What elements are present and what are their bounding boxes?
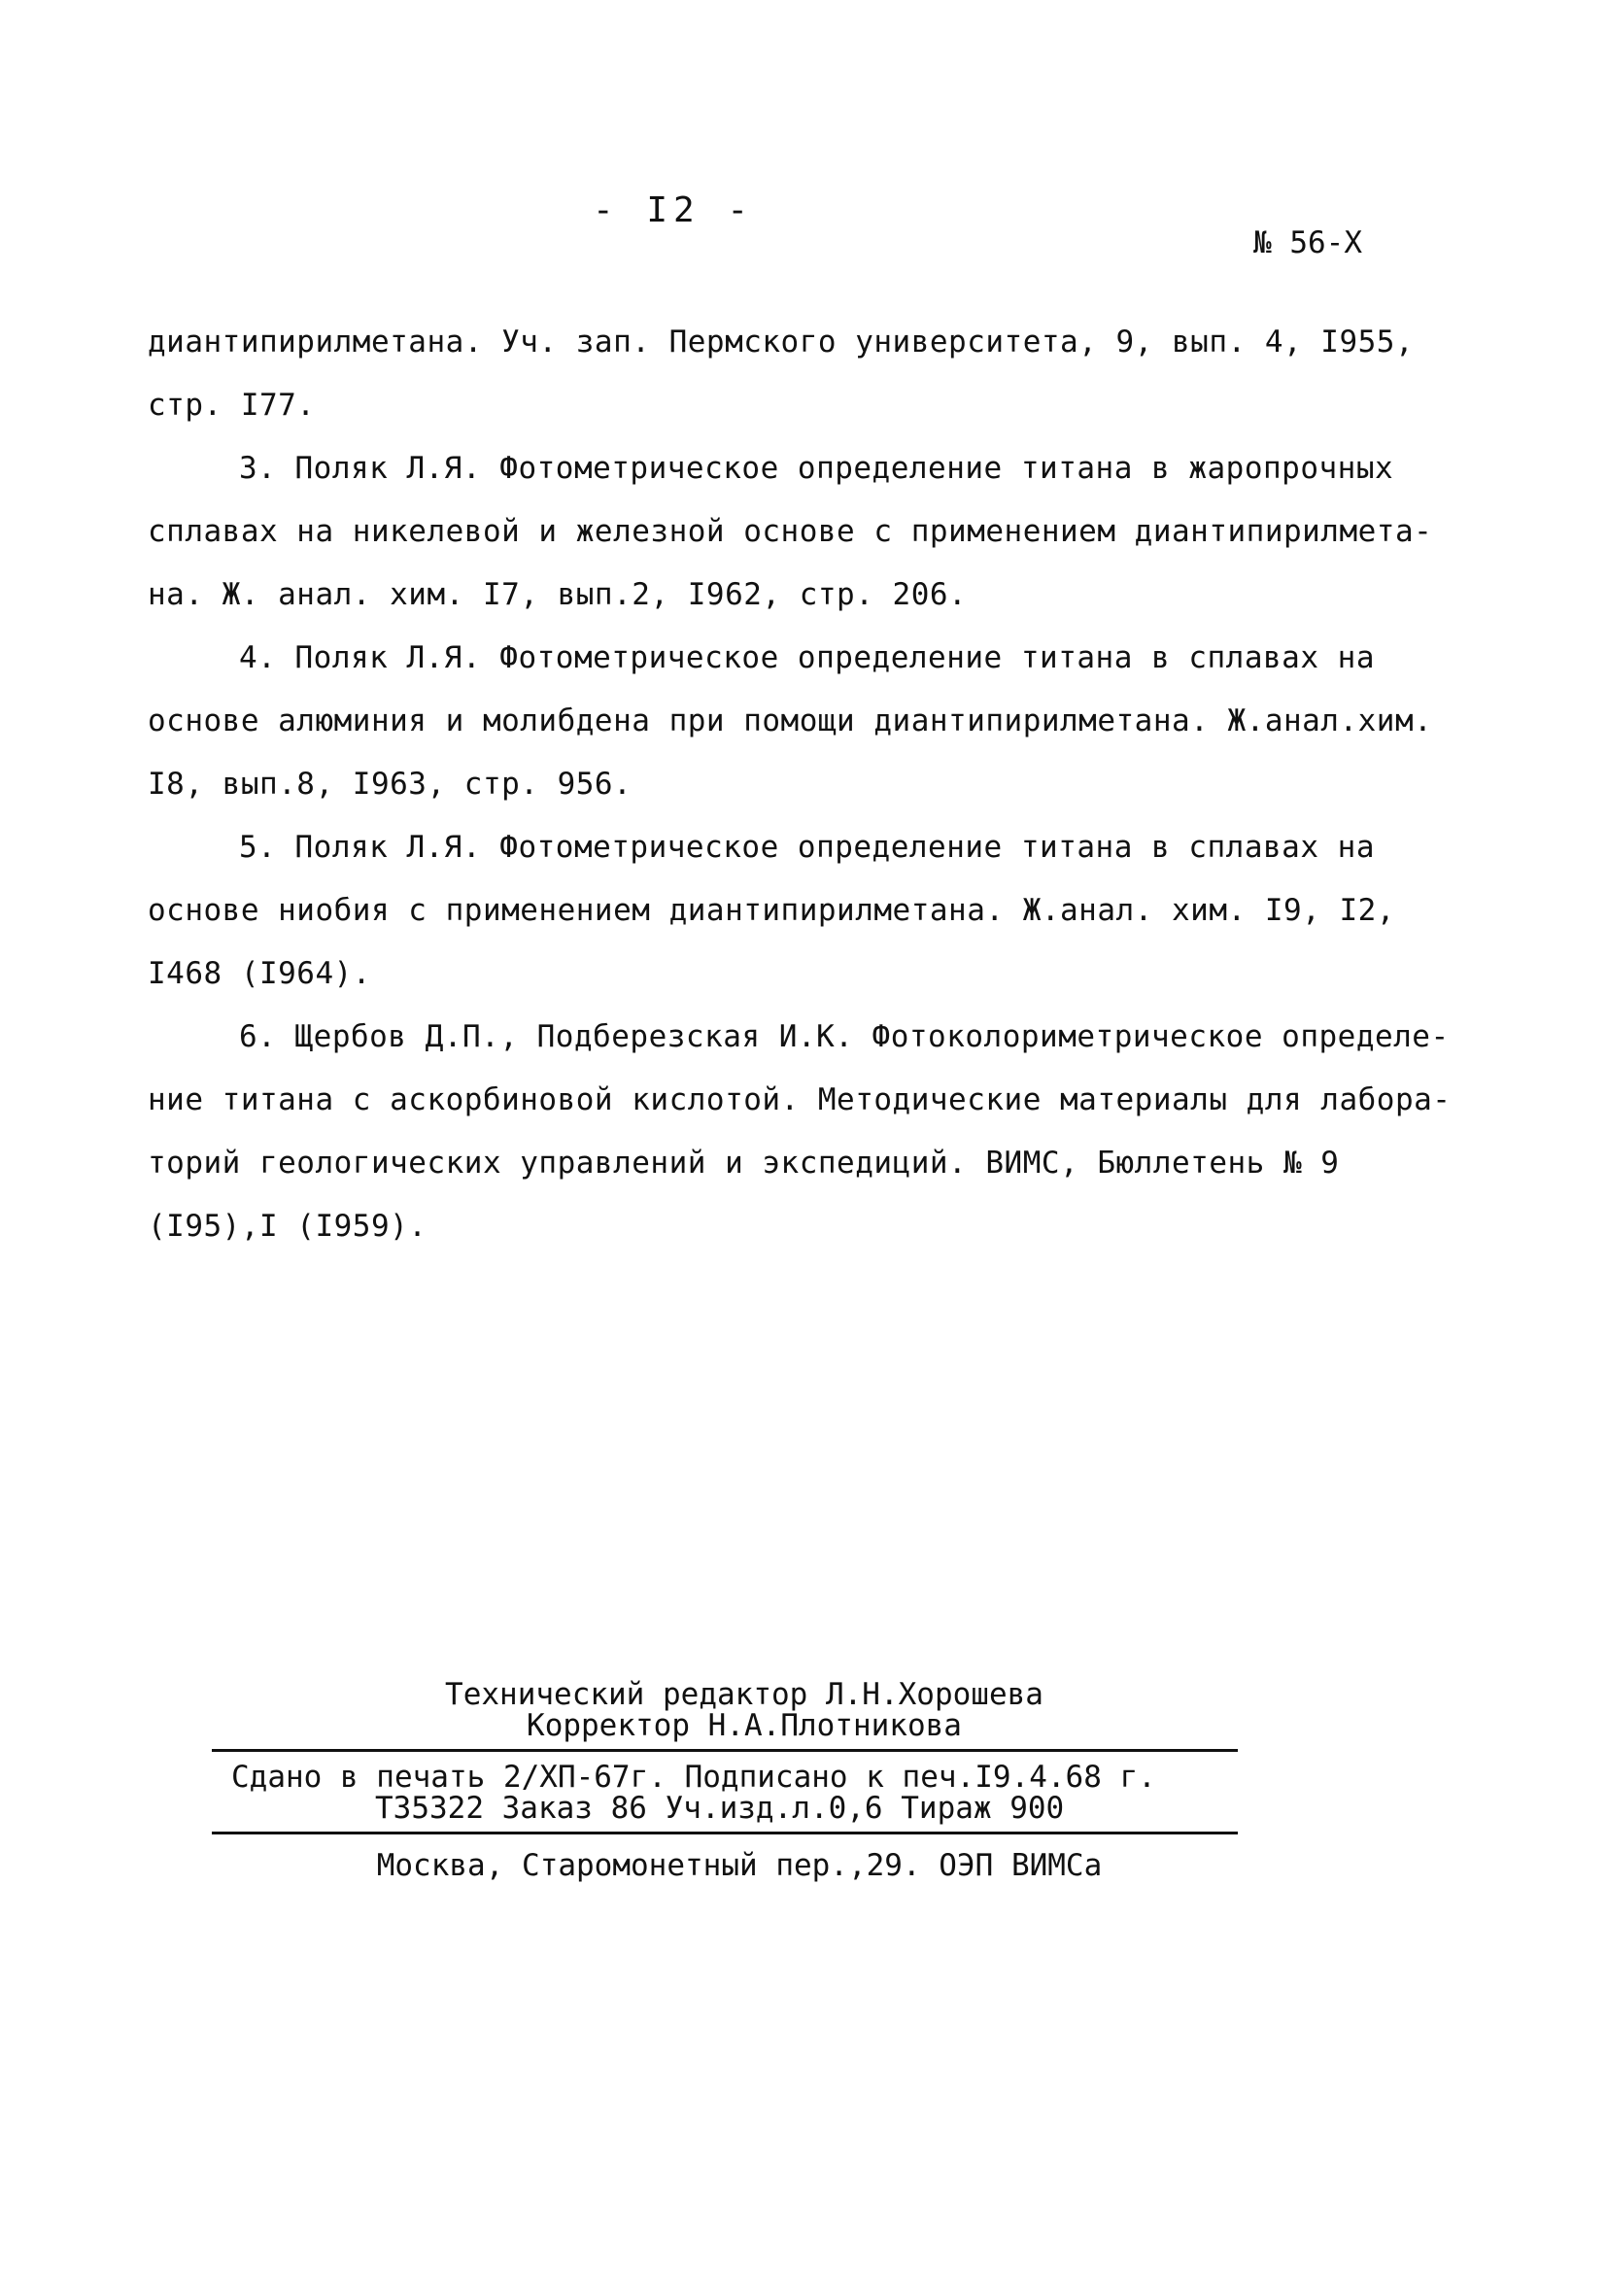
print-info <box>212 1752 1238 1832</box>
reference-line: стр. I77. <box>148 388 316 423</box>
reference-line: I468 (I964). <box>148 956 371 991</box>
reference-line: 6. Щербов Д.П., Подберезская И.К. Фотоколориметрическое определе- <box>239 1019 1450 1054</box>
print-date-line: Сдано в печать 2/ХП-67г. Подписано к печ.I9.4.68 г. <box>231 1760 1156 1795</box>
reference-line: сплавах на никелевой и железной основе с применением диантипирилмета- <box>148 514 1433 549</box>
editors <box>212 1679 1238 1741</box>
imprint-block <box>212 1679 1238 1883</box>
page-number: - I2 - <box>593 190 755 230</box>
reference-line: 4. Поляк Л.Я. Фотометрическое определение титана в сплавах на <box>239 640 1375 675</box>
order-line: Т35322 Заказ 86 Уч.изд.л.0,6 Тираж 900 <box>375 1791 1065 1826</box>
publisher-address: Москва, Старомонетный пер.,29. ОЭП ВИМСа <box>376 1848 1103 1883</box>
document-code: № 56-Х <box>1253 225 1362 260</box>
corrector: Корректор Н.А.Плотникова <box>527 1708 962 1743</box>
reference-line: I8, вып.8, I963, стр. 956. <box>148 767 633 802</box>
reference-line: на. Ж. анал. хим. I7, вып.2, I962, стр. 206. <box>148 577 968 612</box>
reference-line: торий геологических управлений и экспедиций. ВИМС, Бюллетень № 9 <box>148 1146 1340 1181</box>
reference-line: (I95),I (I959). <box>148 1209 427 1244</box>
reference-line: основе ниобия с применением диантипирилметана. Ж.анал. хим. I9, I2, <box>148 893 1395 928</box>
reference-line: диантипирилметана. Уч. зап. Пермского университета, 9, вып. 4, I955, <box>148 325 1415 360</box>
reference-line: 5. Поляк Л.Я. Фотометрическое определение титана в сплавах на <box>239 830 1375 865</box>
technical-editor: Технический редактор Л.Н.Хорошева <box>445 1677 1043 1712</box>
reference-line: основе алюминия и молибдена при помощи диантипирилметана. Ж.анал.хим. <box>148 703 1433 738</box>
reference-line: ние титана с аскорбиновой кислотой. Методические материалы для лабора- <box>148 1082 1452 1117</box>
references-list <box>148 311 1479 1258</box>
reference-line: 3. Поляк Л.Я. Фотометрическое определение титана в жаропрочных <box>239 451 1394 486</box>
